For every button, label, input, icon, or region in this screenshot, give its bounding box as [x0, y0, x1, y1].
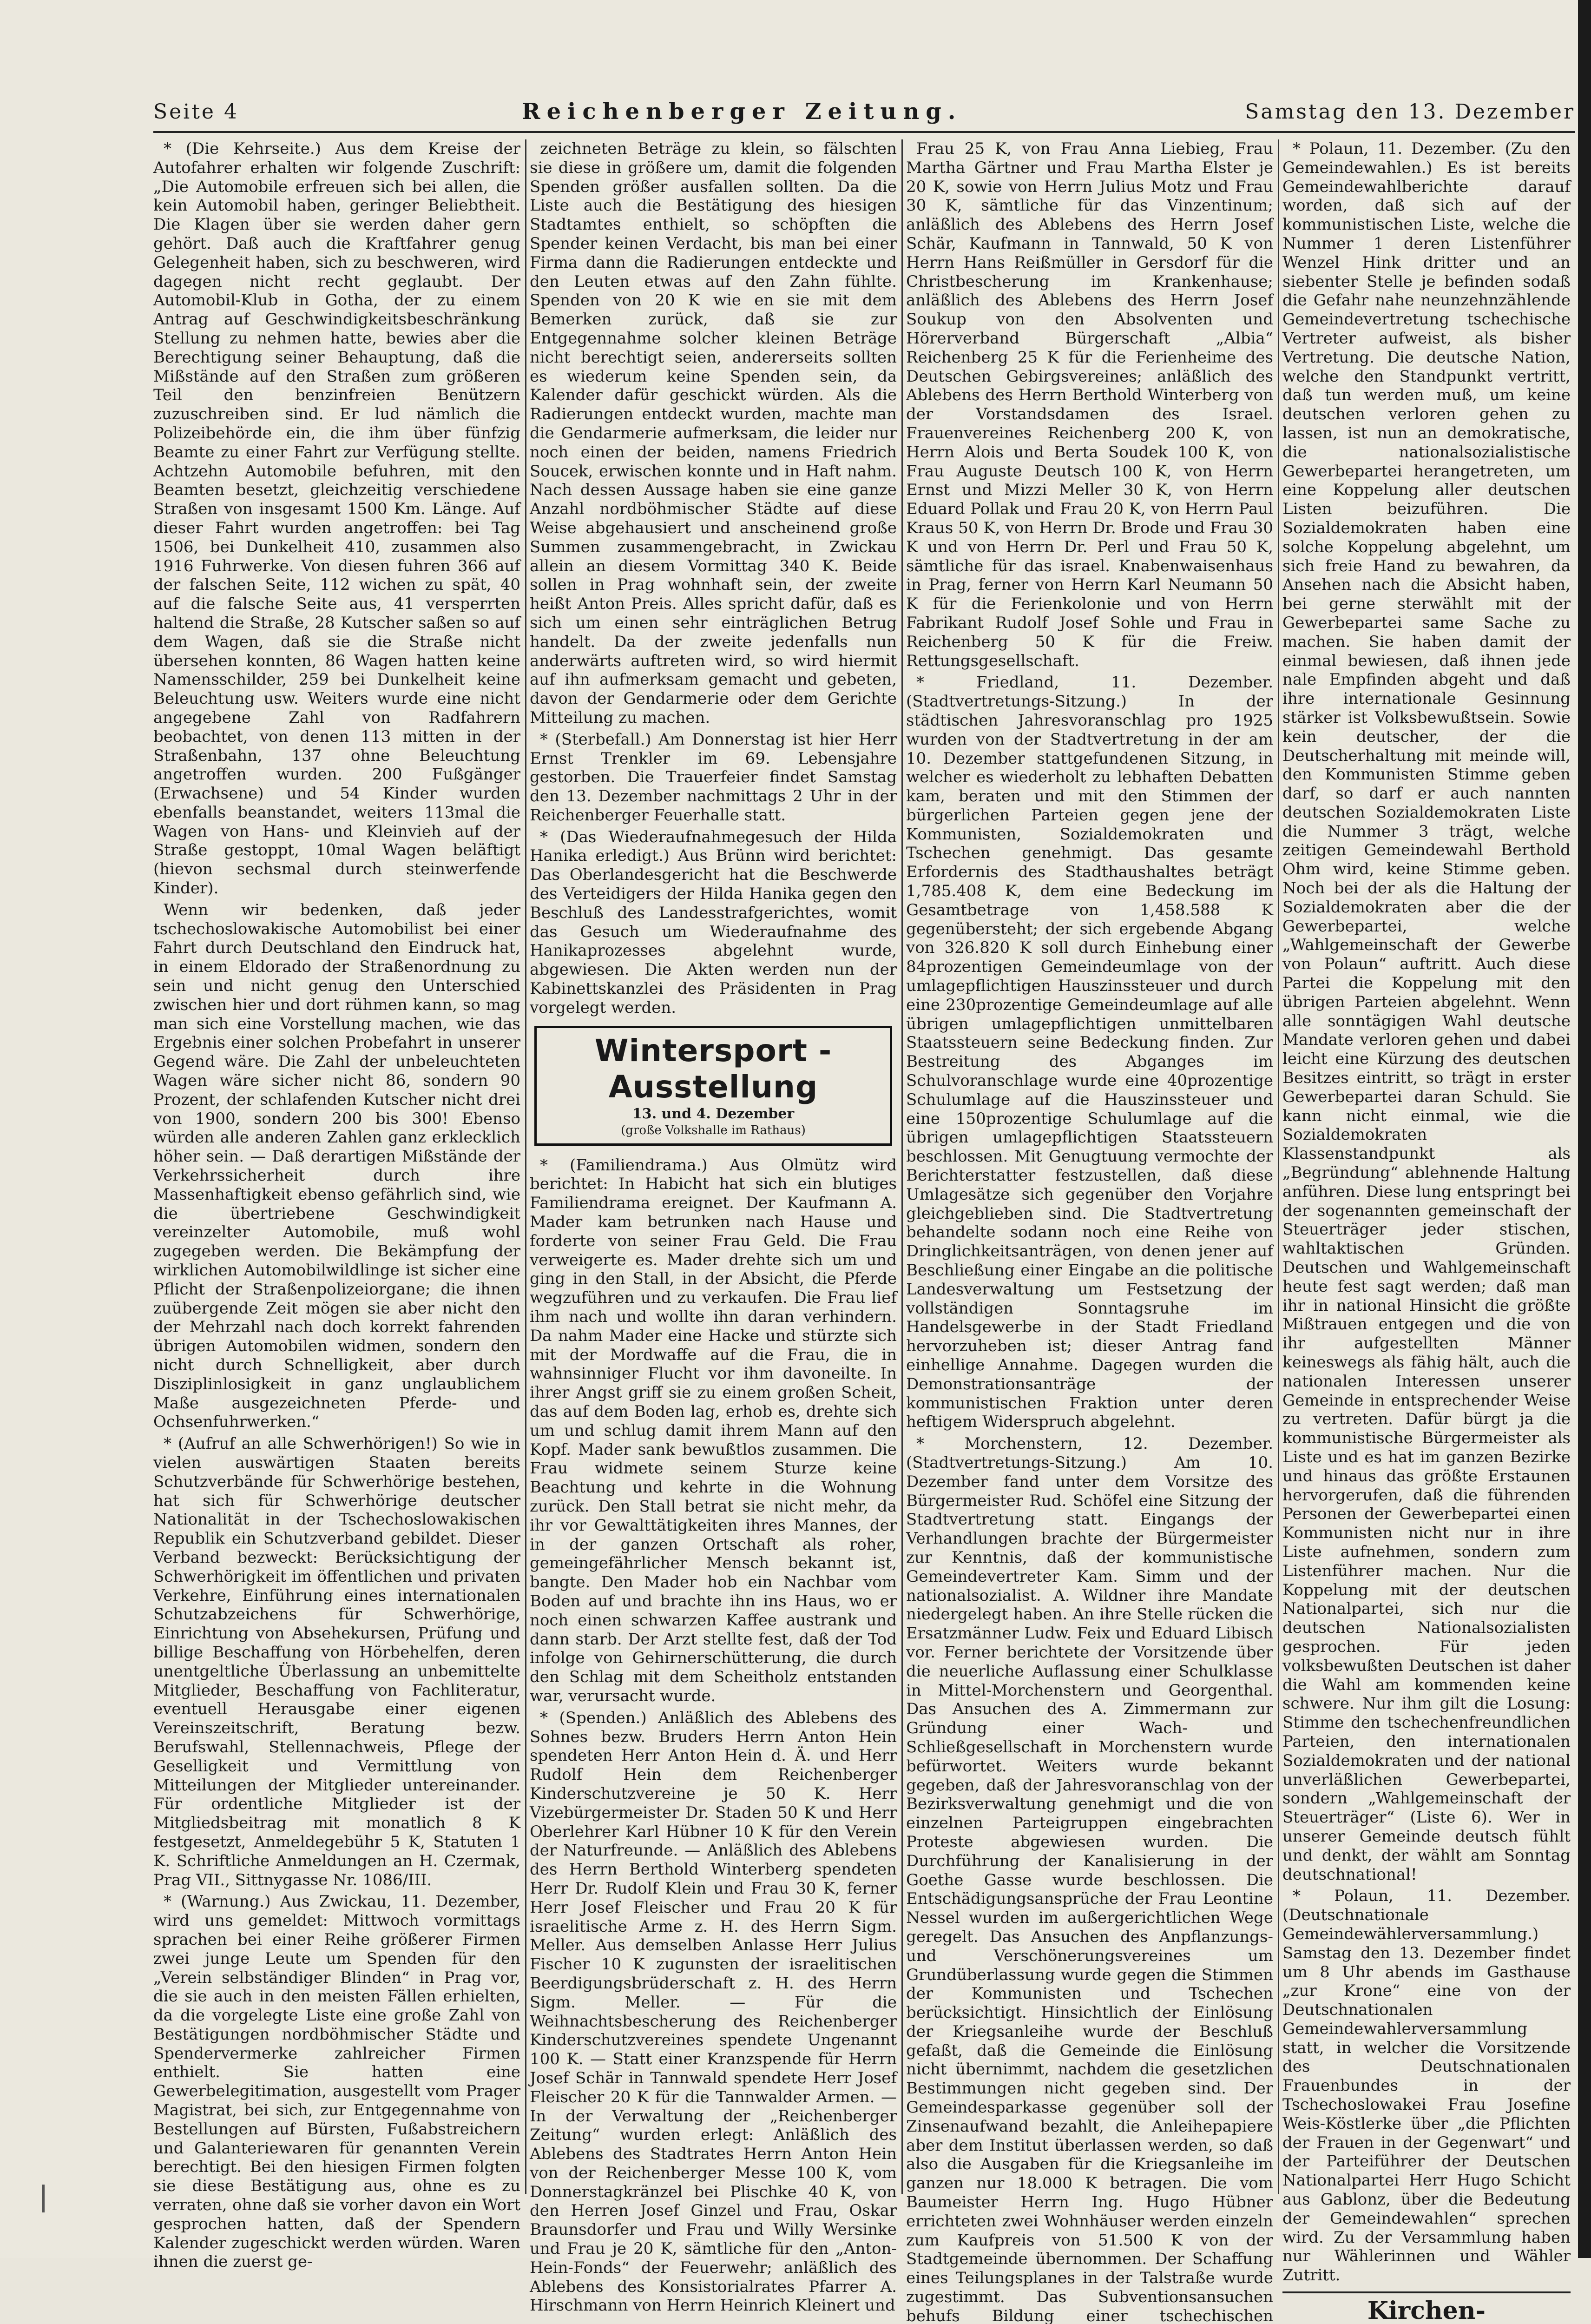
column-1: [153, 139, 520, 2271]
article-paragraph: * (Familiendrama.) Aus Olmütz wird berichtet: In Habicht hat sich ein blutiges Familiendrama ereignet. Der Kaufmann A. Mader kam betrunken nach Hause und forderte von seiner Frau Geld. Die Frau verweigerte es. Mader drehte sich um und ging in den Stall, in der Absicht, die Pferde wegzuführen und zu verkaufen. Die Frau lief ihm nach und wollte ihn daran verhindern. Da nahm Mader eine Hacke und stürzte sich mit der Mordwaffe auf die Frau, die in wahnsinniger Flucht vor ihm davoneilte. In ihrer Angst griff sie zu einem großen Scheit, das auf dem Boden lag, erhob es, drehte sich um und schlug damit ihrem Mann auf den Kopf. Mader sank bewußtlos zusammen. Die Frau widmete seinem Sturze keine Beachtung und kehrte in die Wohnung zurück. Den Stall betrat sie nicht mehr, da ihr vor Gewalttätigkeiten ihres Mannes, der in der ganzen Ortschaft als roher, gemeingefährlicher Mensch bekannt ist, bangte. Den Mader hob ein Nachbar vom Boden auf und brachte ihn ins Haus, wo er noch einen schwarzen Kaffee austrank und dann starb. Der Arzt stellte fest, daß der Tod infolge von Gehirnerschütterung, die durch den Schlag mit dem Scheitholz entstanden war, verursacht wurde.: [530, 1155, 897, 1705]
masthead: Reichenberger Zeitung.: [521, 99, 962, 125]
article-paragraph: * Polaun, 11. Dezember. (Zu den Gemeindewahlen.) Es ist bereits Gemeindewahlberichte darauf worden, daß sich auf der kommunistischen Liste, welche die Nummer 1 deren Listenführer Wenzel Hink dritter und an siebenter Stelle je befinden sodaß die Gefahr nahe neunzehnzählende Gemeindevertretung tschechische Vertreter aufweist, als bisher Vertretung. Die deutsche Nation, welche den Standpunkt vertritt, daß tun werden muß, um keine deutschen verloren gehen zu lassen, ist nun an demokratische, die nationalsozialistische Gewerbepartei herangetreten, um eine Koppelung aller deutschen Listen beizuführen. Die Sozialdemokraten haben eine solche Koppelung abgelehnt, um sich freie Hand zu bewahren, da Ansehen nach die Absicht haben, bei gerne sterwählt mit der Gewerbepartei same Sache zu machen. Sie haben damit der einmal bewiesen, daß ihnen jede nale Empfinden abgeht und daß ihre internationale Gesinnung stärker ist Volksbewußtsein. Sowie kein deutscher, der die Deutscherhaltung mit meinde will, den Kommunisten Stimme geben darf, so darf er auch nannten deutschen Sozialdemokraten Liste die Nummer 3 trägt, welche zeitigen Gemeindewahl Berthold Ohm wird, keine Stimme geben. Noch bei der als die Haltung der Sozialdemokraten aber die der Gewerbepartei, welche „Wahlgemeinschaft der Gewerbe von Polaun“ auftritt. Auch diese Partei die Koppelung mit den übrigen Parteien abgelehnt. Wenn alle sonntägigen Wahl deutsche Mandate verloren gehen und dabei leicht eine Kürzung des deutschen Besitzes eintritt, so trägt in erster Gewerbepartei daran Schuld. Sie kann nicht einmal, wie die Sozialdemokraten Klassenstandpunkt als „Begründung“ ablehnende Haltung anführen. Diese lung entspringt bei der sogenannten gemeinschaft der Steuerträger jeder stischen, wahltaktischen Gründen. Deutschen und Wahlgemeinschaft heute fest sagt werden; daß man ihr in national Hinsicht die größte Mißtrauen entgegen und die von ihr aufgestellten Männer keineswegs als fähig hält, auch die nationalen Interessen unserer Gemeinde in entsprechender Weise zu vertreten. Dafür bürgt ja die kommunistische Bürgermeister als Liste und es hat im ganzen Bezirke und hinaus das größte Erstaunen hervorgerufen, daß die führenden Personen der Gewerbepartei einen Kommunisten nicht nur in ihre Liste aufnehmen, sondern zum Listenführer machen. Nur die Koppelung mit der deutschen Nationalpartei, sich nur die deutschen Nationalsozialisten gesprochen. Für jeden volksbewußten Deutschen ist daher die Wahl am kommenden keine schwere. Nur ihm gilt die Losung: Stimme den tschechenfreundlichen Parteien, den internationalen Sozialdemokraten und der national unverläßlichen Gewerbepartei, sondern „Wahlgemeinschaft der Steuerträger“ (Liste 6). Wer in unserer Gemeinde deutsch fühlt und denkt, der wählt am Sonntag deutschnational!: [1282, 139, 1571, 1884]
article-paragraph: * Friedland, 11. Dezember. (Stadtvertretungs-Sitzung.) In der städtischen Jahresvoranschlag pro 1925 wurden von der Stadtvertretung in der am 10. Dezember stattgefundenen Sitzung, in welcher es wiederholt zu lebhaften Debatten kam, beraten und mit den Stimmen der bürgerlichen Parteien gegen jene der Kommunisten, Sozialdemokraten und Tschechen genehmigt. Das gesamte Erfordernis des Stadthaushaltes beträgt 1,785.408 K, dem eine Bedeckung im Gesamtbetrage von 1,458.588 K gegenübersteht; der sich ergebende Abgang von 326.820 K soll durch Einhebung einer 84prozentigen Gemeindeumlage von der umlagepflichtigen Hauszinssteuer und durch eine 230prozentige Gemeindeumlage auf alle übrigen umlagepflichtigen unmittelbaren Staatssteuern seine Bedeckung finden. Zur Bestreitung des Abganges im Schulvoranschlage wurde eine 40prozentige Schulumlage auf die Hauszinssteuer und eine 150prozentige Schulumlage auf die übrigen umlagepflichtigen Staatssteuern beschlossen. Mit Genugtuung vermochte der Berichterstatter festzustellen, daß diese Umlagesätze sich gegenüber den Vorjahre gleichgeblieben sind. Die Stadtvertretung behandelte sodann noch eine Reihe von Dringlichkeitsanträgen, von denen jener auf Beschließung einer Eingabe an die politische Landesverwaltung um Festsetzung der vollständigen Sonntagsruhe im Handelsgewerbe in der Stadt Friedland hervorzuheben ist; dieser Antrag fand einhellige Annahme. Dagegen wurden die Demonstrationsanträge der kommunistischen Fraktion unter deren heftigem Widerspruch abgelehnt.: [906, 673, 1273, 1432]
column-4: [1282, 139, 1571, 2324]
article-paragraph: * (Das Wiederaufnahmegesuch der Hilda Hanika erledigt.) Aus Brünn wird berichtet: Das Oberlandesgericht hat die Beschwerde des Verteidigers der Hilda Hanika gegen den Beschluß des Landesstrafgerichtes, womit das Gesuch um Wiederaufnahme des Hanikaprozesses abgelehnt wurde, abgewiesen. Die Akten werden nun der Kabinettskanzlei des Präsidenten in Prag vorgelegt werden.: [530, 827, 897, 1017]
column-divider: [901, 139, 903, 2194]
section-title: Kirchen-: [1282, 2291, 1571, 2324]
ad-venue: (große Volkshalle im Rathaus): [621, 1123, 806, 1137]
page-number: Seite 4: [153, 99, 239, 124]
scan-dark-edge: [1578, 0, 1591, 2258]
article-paragraph: * (Spenden.) Anläßlich des Ablebens des Sohnes bezw. Bruders Herrn Anton Hein spendeten Herr Anton Hein d. Ä. und Herr Rudolf Hein dem Reichenberger Kinderschutzvereine je 50 K. Herr Vizebürgermeister Dr. Staden 50 K und Herr Oberlehrer Karl Hübner 10 K für den Verein der Naturfreunde. — Anläßlich des Ablebens des Herrn Berthold Winterberg spendeten Herr Dr. Rudolf Klein und Frau 30 K, ferner Herr Josef Fleischer und Frau 20 K für israelitische Arme z. H. des Herrn Sigm. Meller. Aus demselben Anlasse Herr Julius Fischer 10 K zugunsten der israelitischen Beerdigungsbrüderschaft z. H. des Herrn Sigm. Meller. — Für die Weihnachtsbescherung des Reichenberger Kinderschutzvereines spendete Ungenannt 100 K. — Statt einer Kranzspende für Herrn Josef Schär in Tannwald spendete Herr Josef Fleischer 20 K für die Tannwalder Armen. — In der Verwaltung der „Reichenberger Zeitung“ wurden erlegt: Anläßlich des Ablebens des Stadtrates Herrn Anton Hein von der Reichenberger Messe 100 K, vom Donnerstagkränzel bei Plischke 40 K, von den Herren Josef Ginzel und Frau, Oskar Braunsdorfer und Frau und Willy Wersinke und Frau je 20 K, sämtliche für den „Anton-Hein-Fonds“ der Feuerwehr; anläßlich des Ablebens des Konsistorialrates Pfarrer A. Hirschmann von Herrn Heinrich Kleinert und: [530, 1708, 897, 2315]
article-paragraph: zeichneten Beträge zu klein, so fälschten sie diese in größere um, damit die folgenden Spenden größer ausfallen sollten. Da die Liste auch die Bestätigung des hiesigen Stadtamtes enthielt, so schöpften die Spender keinen Verdacht, bis man bei einer Firma dann die Radierungen entdeckte und den Leuten etwas auf den Zahn fühlte. Spenden von 20 K wie en sie mit dem Bemerken zurück, daß sie zur Entgegennahme solcher kleinen Beträge nicht berechtigt seien, andererseits sollten es wiederum keine Spenden sein, da Kalender dafür geschickt würden. Als die Radierungen entdeckt wurden, machte man die Gendarmerie aufmerksam, die leider nur noch einen der beiden, namens Friedrich Soucek, erwischen konnte und in Haft nahm. Nach dessen Aussage haben sie eine ganze Anzahl nordböhmischer Städte auf diese Weise abgehausiert und anscheinend große Summen zusammengebracht, in Zwickau allein an diesem Vormittag 340 K. Beide sollen in Prag wohnhaft sein, der zweite heißt Anton Preis. Alles spricht dafür, daß es sich um einen sehr einträglichen Betrug handelt. Da der zweite jedenfalls nun anderwärts auftreten wird, so wird hiermit auf ihn aufmerksam gemacht und gebeten, davon der Gendarmerie oder dem Gerichte Mitteilung zu machen.: [530, 139, 897, 727]
page-header: [153, 95, 1575, 128]
article-paragraph: * Morchenstern, 12. Dezember. (Stadtvertretungs-Sitzung.) Am 10. Dezember fand unter dem Vorsitze des Bürgermeister Rud. Schöfel eine Sitzung der Stadtvertretung statt. Eingangs der Verhandlungen brachte der Bürgermeister zur Kenntnis, daß der kommunistische Gemeindevertreter Kam. Simm und der nationalsozialist. A. Wildner ihre Mandate niedergelegt haben. An ihre Stelle rücken die Ersatzmänner Ludw. Feix und Eduard Libisch vor. Ferner berichtete der Vorsitzende über die neuerliche Auflassung einer Schulklasse in Mittel-Morchenstern und Georgenthal. Das Ansuchen des A. Zimmermann zur Gründung einer Wach- und Schließgesellschaft in Morchenstern wurde befürwortet. Weiters wurde bekannt gegeben, daß der Jahresvoranschlag von der Bezirksverwaltung genehmigt und die von einzelnen Parteigruppen eingebrachten Proteste abgewiesen wurden. Die Durchführung der Kanalisierung in der Goethe Gasse wurde beschlossen. Die Entschädigungsansprüche der Frau Leontine Nessel wurden im außergerichtlichen Wege geregelt. Das Ansuchen des Anpflanzungs- und Verschönerungsvereines um Grundüberlassung wurde gegen die Stimmen der Kommunisten und Tschechen berücksichtigt. Hinsichtlich der Einlösung der Kriegsanleihe wurde der Beschluß gefaßt, daß die Gemeinde die Einlösung nicht übernimmt, nachdem die gesetzlichen Bestimmungen nicht gegeben sind. Der Gemeindesparkasse gegenüber soll der Zinsenaufwand bezahlt, die Anleihepapiere aber dem Institut überlassen werden, so daß also die Ausgaben für die Kriegsanleihe im ganzen nur 18.000 K betragen. Die vom Baumeister Herrn Ing. Hugo Hübner errichteten zwei Wohnhäuser werden einzeln zum Kaufpreis von 51.500 K von der Stadtgemeinde übernommen. Der Schaffung eines Teilungsplanes in der Talstraße wurde zugestimmt. Das Subventionsansuchen behufs Bildung einer tschechischen: [906, 1434, 1273, 2324]
article-paragraph: * (Die Kehrseite.) Aus dem Kreise der Autofahrer erhalten wir folgende Zuschrift: „Die Automobile erfreuen sich bei allen, die kein Automobil haben, geringer Beliebtheit. Die Klagen über sie werden daher gern gehört. Daß auch die Kraftfahrer genug Gelegenheit haben, sich zu beschweren, wird dagegen nicht recht geglaubt. Der Automobil-Klub in Gotha, der zu einem Antrag auf Geschwindigkeitsbeschränkung Stellung zu nehmen hatte, bewies aber die Berechtigung seiner Behauptung, daß die Mißstände auf den Straßen zum größeren Teil den benzinfreien Benützern zuzuschreiben sind. Er lud nämlich die Polizeibehörde ein, die ihm über fünfzig Beamte zu einer Fahrt zur Verfügung stellte. Achtzehn Automobile befuhren, mit den Beamten besetzt, gleichzeitig verschiedene Straßen von insgesamt 1500 Km. Länge. Auf dieser Fahrt wurden angetroffen: bei Tag 1506, bei Dunkelheit 410, zusammen also 1916 Fuhrwerke. Von diesen fuhren 366 auf der falschen Seite, 112 wichen zu spät, 40 auf die falsche Seite aus, 41 versperrten haltend die Straße, 28 Kutscher saßen so auf dem Wagen, daß sie die Straße nicht übersehen konnten, 86 Wagen hatten keine Namensschilder, 259 bei Dunkelheit keine Beleuchtung usw. Weiters wurde eine nicht angegebene Zahl von Radfahrern beobachtet, von denen 113 mitten in der Straßenbahn, 137 ohne Beleuchtung angetroffen wurden. 200 Fußgänger (Erwachsene) und 54 Kinder wurden ebenfalls beanstandet, weiters 113mal die Wagen von Hans- und Kleinvieh auf der Straße gestoppt, 10mal Wagen beläftigt (hievon sechsmal durch steinwerfende Kinder).: [153, 139, 520, 898]
article-paragraph: * (Aufruf an alle Schwerhörigen!) So wie in vielen auswärtigen Staaten bereits Schutzverbände für Schwerhörige bestehen, hat sich für Schwerhörige deutscher Nationalität in der Tschechoslowakischen Republik ein Schutzverband gebildet. Dieser Verband bezweckt: Berücksichtigung der Schwerhörigkeit im öffentlichen und privaten Verkehre, Einführung eines internationalen Schutzabzeichens für Schwerhörige, Einrichtung von Absehekursen, Prüfung und billige Beschaffung von Hörbehelfen, deren unentgeltliche Überlassung an unbemittelte Mitglieder, Beschaffung von Fachliteratur, eventuell Herausgabe einer eigenen Vereinszeitschrift, Beratung bezw. Berufswahl, Stellennachweis, Pflege der Geselligkeit und Vermittlung von Mitteilungen der Mitglieder untereinander. Für ordentliche Mitglieder ist der Mitgliedsbeitrag mit monatlich 8 K festgesetzt, Anmeldegebühr 5 K, Statuten 1 K. Schriftliche Anmeldungen an H. Czermak, Prag VII., Sittnygasse Nr. 1086/III.: [153, 1434, 520, 1889]
article-paragraph: * (Warnung.) Aus Zwickau, 11. Dezember, wird uns gemeldet: Mittwoch vormittags sprachen bei einer Reihe größerer Firmen zwei junge Leute um Spenden für den „Verein selbständiger Blinden“ in Prag vor, die sie auch in den meisten Fällen erhielten, da die vorgelegte Liste eine große Zahl von Bestätigungen nordböhmischer Städte und Spendervermerke zahlreicher Firmen enthielt. Sie hatten eine Gewerbelegitimation, ausgestellt vom Prager Magistrat, bei sich, zur Entgegennahme von Bestellungen auf Bürsten, Fußabstreichern und Galanteriewaren für genannten Verein berechtigt. Bei den hiesigen Firmen folgten sie diese Bestätigung aus, ohne es zu verraten, ohne daß sie vorher davon ein Wort gesprochen hatten, daß der Spendern Kalender zugeschickt werden würden. Waren ihnen die zuerst ge-: [153, 1892, 520, 2271]
ad-title: Wintersport - Ausstellung: [594, 1032, 832, 1105]
ad-dates: 13. und 4. Dezember: [632, 1105, 795, 1122]
column-2: [530, 139, 897, 2315]
article-paragraph: Wenn wir bedenken, daß jeder tschechoslowakische Automobilist bei einer Fahrt durch Deutschland den Eindruck hat, in einem Eldorado der Straßenordnung zu sein und nicht genug den Unterschied zwischen hier und dort rühmen kann, so mag man sich eine Vorstellung machen, wie das Ergebnis einer solchen Probefahrt in unserer Gegend wäre. Die Zahl der unbeleuchteten Wagen wäre sicher nicht 86, sondern 90 Prozent, der schlafenden Kutscher nicht drei von 1900, sondern 200 bis 300! Ebenso würden alle anderen Zahlen ganz erklecklich höher sein. — Daß derartigen Mißstände der Verkehrssicherheit durch ihre Massenhaftigkeit ebenso gefährlich sind, wie die übertriebene Geschwindigkeit vereinzelter Automobile, muß wohl zugegeben werden. Die Bekämpfung der wirklichen Automobilwildlinge ist sicher eine Pflicht der Straßenpolizeiorgane; die ihnen zuübergende Zeit mögen sie aber nicht den der Mehrzahl nach doch korrekt fahrenden übrigen Automobilen widmen, sondern den nicht durch Schnelligkeit, aber durch Disziplinlosigkeit in ganz unglaublichem Maße ausgezeichneten Pferde- und Ochsenfuhrwerken.“: [153, 900, 520, 1432]
date-line: Samstag den 13. Dezember: [1245, 99, 1575, 124]
column-3: [906, 139, 1273, 2324]
article-paragraph: * Polaun, 11. Dezember. (Deutschnationale Gemeindewählerversammlung.) Samstag den 13. Dezember findet um 8 Uhr abends im Gasthause „zur Krone“ eine von der Deutschnationalen Gemeindewahlerversammlung statt, in welcher die Vorsitzende des Deutschnationalen Frauenbundes in der Tschechoslowakei Frau Josefine Weis-Köstlerke über „die Pflichten der Frauen in der Gegenwart“ und der Parteiführer der Deutschen Nationalpartei Herr Hugo Schicht aus Gablonz, über die Bedeutung der Gemeindewahlen“ sprechen wird. Zu der Versammlung haben nur Wählerinnen und Wähler Zutritt.: [1282, 1887, 1571, 2285]
column-divider: [525, 139, 526, 2194]
margin-mark: [42, 2185, 45, 2212]
column-divider: [1278, 139, 1279, 2194]
article-paragraph: Frau 25 K, von Frau Anna Liebieg, Frau Martha Gärtner und Frau Martha Elster je 20 K, sowie von Herrn Julius Motz und Frau 30 K, sämtliche für das Vinzentinum; anläßlich des Ablebens des Herrn Josef Schär, Kaufmann in Tannwald, 50 K von Herrn Hans Reißmüller in Gersdorf für die Christbescherung im Krankenhause; anläßlich des Ablebens des Herrn Josef Soukup von den Absolventen und Hörerverband Bürgerschaft „Albia“ Reichenberg 25 K für die Ferienheime des Deutschen Gebirgsvereines; anläßlich des Ablebens des Herrn Berthold Winterberg von der Vorstandsdamen des Israel. Frauenvereines Reichenberg 200 K, von Herrn Alois und Berta Soudek 100 K, von Frau Auguste Deutsch 100 K, von Herrn Ernst und Mizzi Meller 30 K, von Herrn Eduard Pollak und Frau 20 K, von Herrn Paul Kraus 50 K, von Herrn Dr. Brode und Frau 30 K und von Herrn Dr. Perl und Frau 50 K, sämtliche für das israel. Knabenwaisenhaus in Prag, ferner von Herrn Karl Neumann 50 K für die Ferienkolonie und von Herrn Fabrikant Rudolf Josef Sohle und Frau in Reichenberg 50 K für die Freiw. Rettungsgesellschaft.: [906, 139, 1273, 670]
advertisement-wintersport: [534, 1026, 892, 1146]
article-paragraph: * (Sterbefall.) Am Donnerstag ist hier Herr Ernst Trenkler im 69. Lebensjahre gestorben. Die Trauerfeier findet Samstag den 13. Dezember nachmittags 2 Uhr in der Reichenberger Feuerhalle statt.: [530, 730, 897, 825]
header-rule: [153, 131, 1575, 133]
